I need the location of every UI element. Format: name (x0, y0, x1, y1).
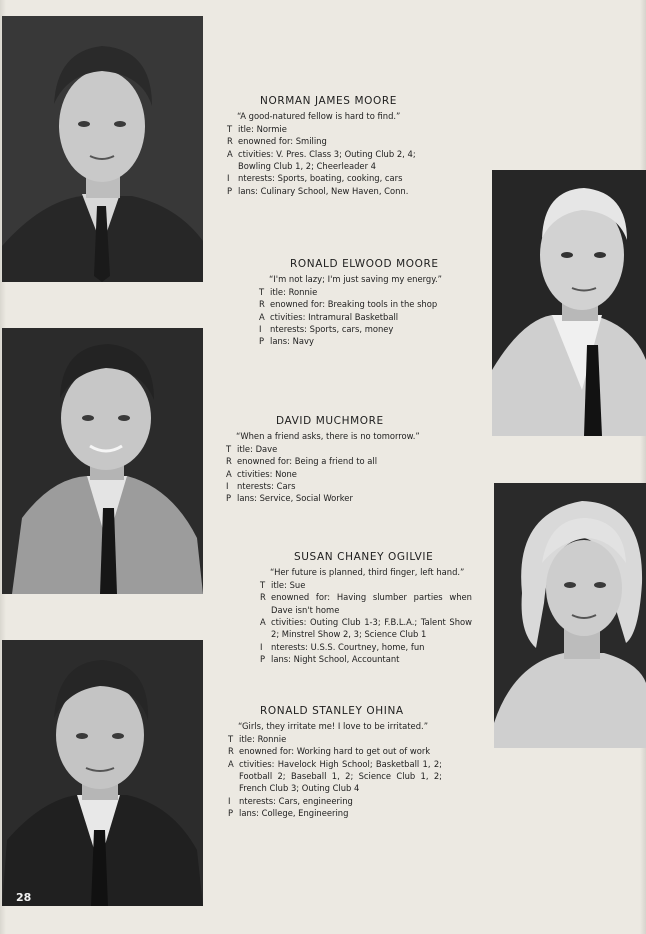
portrait-norman-james-moore (2, 16, 203, 282)
senior-quote: “I'm not lazy; I'm just saving my energy.” (269, 274, 442, 285)
field-activities: A ctivities: Outing Club 1-3; F.B.L.A.; Talent Show 2; Minstrel Show 2, 3; Science Club 1 (260, 617, 472, 640)
field-plans: P lans: Night School, Accountant (260, 654, 400, 665)
field-plans: P lans: Culinary School, New Haven, Conn. (227, 185, 409, 196)
field-plans: P lans: Service, Social Worker (226, 493, 353, 504)
field-title: T itle: Dave (226, 443, 278, 454)
student-name: SUSAN CHANEY OGILVIE (294, 551, 434, 563)
field-title: T itle: Normie (227, 123, 287, 134)
field-activities: A ctivities: Intramural Basketball (259, 311, 399, 322)
student-name: RONALD STANLEY OHINA (260, 705, 404, 717)
page-number: 28 (16, 891, 32, 904)
portrait-david-muchmore (2, 328, 203, 594)
senior-quote: “When a friend asks, there is no tomorrow.” (236, 431, 420, 442)
field-renowned: R enowned for: Breaking tools in the shop (259, 299, 438, 310)
student-entry-david-muchmore (226, 415, 441, 505)
student-name: NORMAN JAMES MOORE (260, 95, 397, 107)
field-renowned: R enowned for: Being a friend to all (226, 456, 378, 467)
senior-quote: “Girls, they irritate me! I love to be irritated.” (238, 721, 429, 732)
field-title: T itle: Ronnie (259, 286, 318, 297)
student-name: RONALD ELWOOD MOORE (290, 258, 439, 270)
portrait-ronald-elwood-moore (492, 170, 646, 436)
field-interests: I nterests: Cars, engineering (228, 795, 353, 806)
field-title: T itle: Sue (260, 579, 306, 590)
field-interests: I nterests: Cars (226, 481, 296, 492)
field-activities: A ctivities: None (226, 468, 297, 479)
field-renowned: R enowned for: Working hard to get out of work (228, 746, 431, 757)
student-entry-susan-chaney-ogilvie (260, 551, 472, 666)
student-name: DAVID MUCHMORE (276, 415, 384, 427)
student-entry-norman-james-moore (227, 95, 442, 197)
student-entry-ronald-elwood-moore (259, 258, 474, 348)
senior-quote: “A good-natured fellow is hard to find.” (237, 111, 401, 122)
field-title: T itle: Ronnie (228, 733, 287, 744)
field-interests: I nterests: Sports, cars, money (259, 324, 394, 335)
field-interests: I nterests: Sports, boating, cooking, cars (227, 173, 403, 184)
field-renowned: R enowned for: Having slumber parties when Dave isn't home (260, 592, 472, 615)
student-entry-ronald-stanley-ohina (228, 705, 442, 820)
field-interests: I nterests: U.S.S. Courtney, home, fun (260, 641, 425, 652)
field-renowned: R enowned for: Smiling (227, 136, 327, 147)
field-plans: P lans: College, Engineering (228, 808, 349, 819)
field-activities: A ctivities: Havelock High School; Basketball 1, 2; Football 2; Baseball 1, 2; Science Club 1, 2; French Club 3; Outing Club 4 (228, 758, 442, 794)
field-plans: P lans: Navy (259, 336, 314, 347)
field-activities: A ctivities: V. Pres. Class 3; Outing Club 2, 4; Bowling Club 1, 2; Cheerleader 4 (227, 148, 416, 172)
portrait-susan-chaney-ogilvie (494, 483, 646, 748)
portrait-ronald-stanley-ohina (2, 640, 203, 906)
senior-quote: “Her future is planned, third finger, left hand.” (270, 567, 465, 578)
